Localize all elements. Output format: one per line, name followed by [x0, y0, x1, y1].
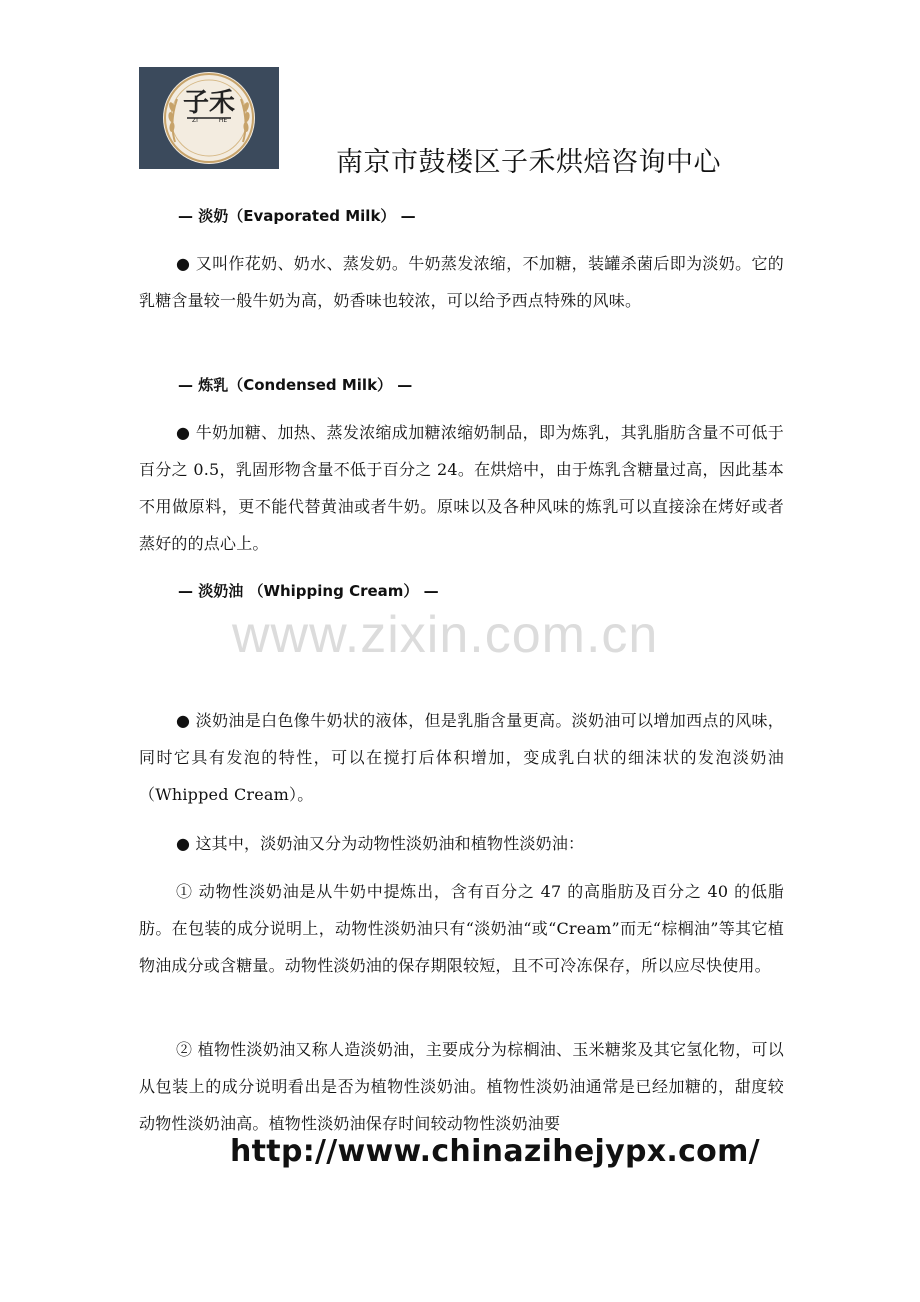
- logo-label-left: ZI: [192, 117, 198, 124]
- paragraph-cream-types: ● 这其中，淡奶油又分为动物性淡奶油和植物性淡奶油：: [176, 834, 585, 853]
- section-heading-evaporated-milk: — 淡奶（Evaporated Milk） —: [178, 207, 416, 225]
- section-heading-whipping-cream: — 淡奶油 （Whipping Cream） —: [178, 582, 439, 600]
- company-logo: [139, 67, 279, 169]
- paragraph-animal-cream: ① 动物性淡奶油是从牛奶中提炼出，含有百分之 47 的高脂肪及百分之 40 的低脂肪。在包装的成分说明上，动物性淡奶油只有“淡奶油“或“Cream”而无“棕榈油”等其它植物油成分或含糖量。动物性淡奶油的保存期限较短，且不可冷冻保存，所以应尽快使用。: [139, 882, 784, 975]
- paragraph-whipping-cream-intro: ● 淡奶油是白色像牛奶状的液体，但是乳脂含量更高。淡奶油可以增加西点的风味，同时它具有发泡的特性，可以在搅打后体积增加，变成乳白状的细沫状的发泡淡奶油（Whipped Cream）。: [139, 711, 784, 804]
- paragraph-condensed-milk: ● 牛奶加糖、加热、蒸发浓缩成加糖浓缩奶制品，即为炼乳，其乳脂肪含量不可低于百分之 0.5，乳固形物含量不低于百分之 24。在烘焙中，由于炼乳含糖量过高，因此基本不用做原料，更不能代替黄油或者牛奶。原味以及各种风味的炼乳可以直接涂在烤好或者蒸好的的点心上。: [139, 423, 784, 553]
- organization-title: 南京市鼓楼区子禾烘焙咨询中心: [336, 147, 721, 178]
- section-heading-condensed-milk: — 炼乳（Condensed Milk） —: [178, 376, 413, 394]
- paragraph-evaporated-milk: ● 又叫作花奶、奶水、蒸发奶。牛奶蒸发浓缩，不加糖，装罐杀菌后即为淡奶。它的乳糖含量较一般牛奶为高，奶香味也较浓，可以给予西点特殊的风味。: [139, 254, 784, 310]
- logo-label-right: HE: [218, 117, 228, 124]
- watermark: www.zixin.com.cn: [232, 606, 659, 664]
- footer-website-url: http://www.chinazihejypx.com/: [230, 1134, 760, 1169]
- paragraph-vegetable-cream: ② 植物性淡奶油又称人造淡奶油，主要成分为棕榈油、玉米糖浆及其它氢化物，可以从包装上的成分说明看出是否为植物性淡奶油。植物性淡奶油通常是已经加糖的，甜度较动物性淡奶油高。植物性淡奶油保存时间较动物性淡奶油要: [139, 1040, 784, 1133]
- logo-char-top: 子禾: [182, 88, 236, 118]
